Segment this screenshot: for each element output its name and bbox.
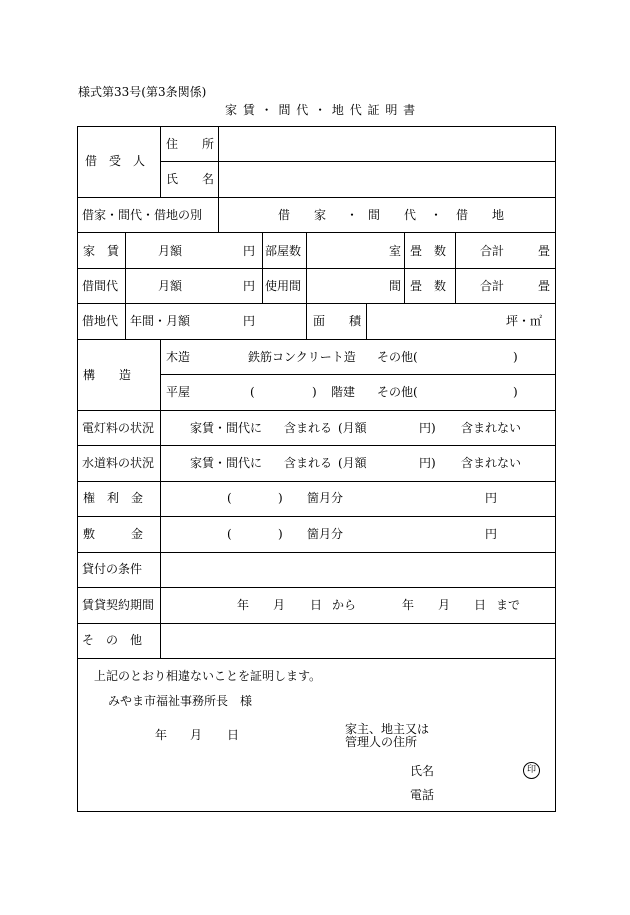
tatami-label: 畳 数	[410, 244, 447, 258]
electricity-included: 含まれる	[284, 421, 333, 435]
name-label: 氏 名	[166, 172, 215, 186]
land-rent-yen: 円	[243, 314, 256, 328]
used-rooms-unit: 間	[389, 279, 402, 293]
room-rent-yen: 円	[243, 279, 256, 293]
contract-day-1: 日	[310, 598, 323, 612]
seal-mark: 印	[523, 762, 540, 779]
used-rooms-label: 使用間	[265, 279, 302, 293]
area-unit: 坪・㎡	[506, 314, 543, 328]
key-money-paren-open: (	[227, 491, 232, 505]
rooms-label: 部屋数	[265, 244, 302, 258]
rental-type-land: 借 地	[456, 208, 505, 222]
house-rent-yen: 円	[243, 244, 256, 258]
area-label: 面 積	[313, 314, 362, 328]
room-tatami-label: 畳 数	[410, 279, 447, 293]
phone-label: 電話	[410, 788, 435, 802]
total-label: 合計	[480, 244, 505, 258]
other-label: そ の 他	[82, 633, 143, 647]
rental-type-separator: ・	[430, 208, 443, 222]
floors-close: )	[312, 385, 317, 399]
rooms-unit: 室	[389, 244, 402, 258]
room-total-label: 合計	[480, 279, 505, 293]
contract-to: まで	[496, 598, 521, 612]
electricity-label: 電灯料の状況	[82, 421, 155, 435]
structure-other-close: )	[513, 350, 518, 364]
water-monthly: (月額	[338, 456, 367, 470]
rental-type-house: 借 家	[278, 208, 327, 222]
contract-year-2: 年	[402, 598, 415, 612]
key-money-yen: 円	[485, 491, 498, 505]
rental-type-label: 借家・間代・借地の別	[82, 208, 203, 222]
contract-from: から	[332, 598, 357, 612]
deposit-paren-close: )	[278, 527, 283, 541]
addressee: みやま市福祉事務所長 様	[108, 694, 253, 708]
structure-other-2-close: )	[513, 385, 518, 399]
key-money-paren-close: )	[278, 491, 283, 505]
certification-statement: 上記のとおり相違ないことを証明します。	[94, 669, 322, 683]
deposit-paren-open: (	[227, 527, 232, 541]
structure-single-story: 平屋	[166, 385, 191, 399]
water-included-in: 家賃・間代に	[190, 456, 263, 470]
conditions-label: 貸付の条件	[82, 562, 143, 576]
land-rent-label: 借地代	[82, 314, 119, 328]
key-money-months: 箇月分	[307, 491, 344, 505]
contract-year-1: 年	[237, 598, 250, 612]
rental-type-separator: ・	[346, 208, 359, 222]
house-rent-monthly: 月額	[158, 244, 183, 258]
structure-rc: 鉄筋コンクリート造	[248, 350, 356, 364]
contract-period-label: 賃貸契約期間	[82, 598, 155, 612]
floors-open: (	[250, 385, 255, 399]
landlord-name-label: 氏名	[410, 764, 435, 778]
tenant-label: 借 受 人	[85, 154, 146, 168]
water-included: 含まれる	[284, 456, 333, 470]
land-rent-period: 年間・月額	[130, 314, 191, 328]
document-title: 家 賃 ・ 間 代 ・ 地 代 証 明 書	[225, 103, 417, 117]
key-money-label: 権 利 金	[83, 491, 144, 505]
deposit-label: 敷 金	[83, 527, 144, 541]
tatami-unit: 畳	[538, 244, 551, 258]
electricity-monthly: (月額	[338, 421, 367, 435]
date-day: 日	[227, 728, 240, 742]
contract-day-2: 日	[474, 598, 487, 612]
address-label: 住 所	[166, 137, 215, 151]
deposit-yen: 円	[485, 527, 498, 541]
water-not-included: 含まれない	[461, 456, 522, 470]
rental-type-room: 間 代	[368, 208, 417, 222]
structure-label: 構 造	[83, 368, 132, 382]
electricity-included-in: 家賃・間代に	[190, 421, 263, 435]
deposit-months: 箇月分	[307, 527, 344, 541]
landlord-address-label: 家主、地主又は	[345, 722, 430, 736]
conditions-field[interactable]	[164, 556, 552, 584]
electricity-yen: 円)	[419, 421, 436, 435]
address-field[interactable]	[222, 130, 552, 158]
room-tatami-unit: 畳	[538, 279, 551, 293]
name-field[interactable]	[222, 165, 552, 193]
structure-other: その他(	[377, 350, 418, 364]
other-field[interactable]	[164, 627, 552, 655]
structure-wood: 木造	[166, 350, 191, 364]
room-rent-label: 借間代	[82, 279, 119, 293]
date-month: 月	[190, 728, 203, 742]
water-label: 水道料の状況	[82, 456, 155, 470]
landlord-address-label-2: 管理人の住所	[345, 735, 418, 749]
form-number: 様式第33号(第3条関係)	[78, 85, 207, 99]
room-rent-monthly: 月額	[158, 279, 183, 293]
electricity-not-included: 含まれない	[461, 421, 522, 435]
floors-unit: 階建	[331, 385, 356, 399]
structure-other-2: その他(	[377, 385, 418, 399]
contract-month-2: 月	[438, 598, 451, 612]
contract-month-1: 月	[273, 598, 286, 612]
house-rent-label: 家 賃	[83, 244, 120, 258]
date-year: 年	[155, 728, 168, 742]
water-yen: 円)	[419, 456, 436, 470]
